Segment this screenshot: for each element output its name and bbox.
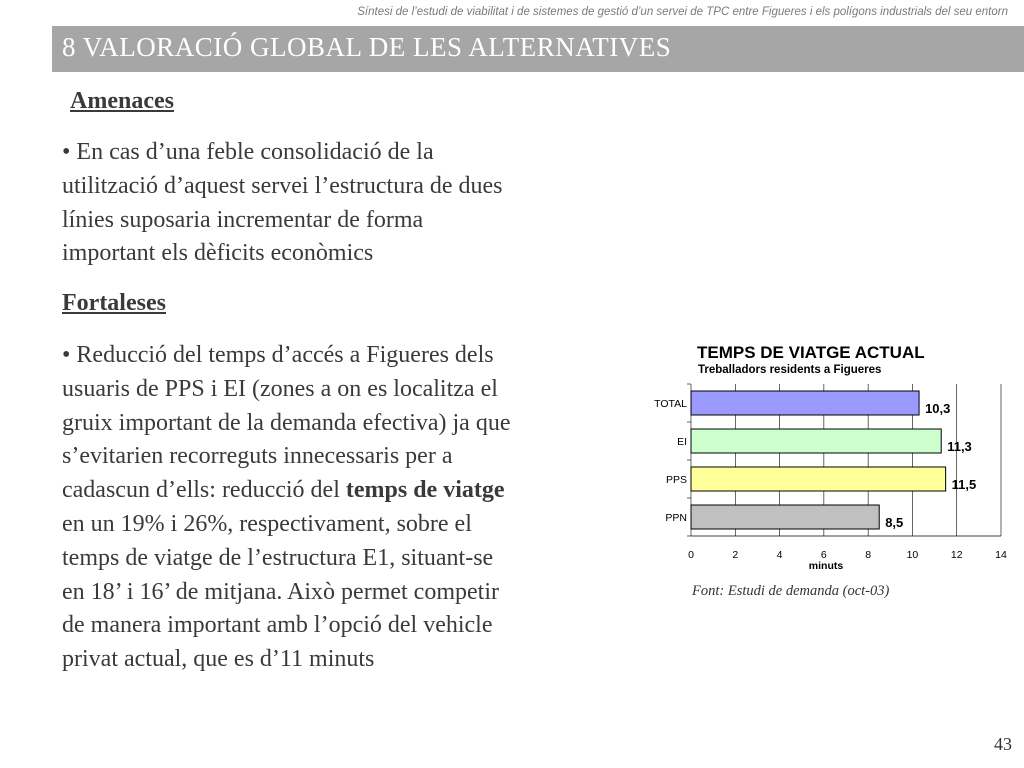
- document-caption: Síntesi de l’estudi de viabilitat i de sistemes de gestió d’un servei de TPC entre Figueres i els polígons industrials del seu entorn: [357, 6, 1008, 18]
- text-fragment: cadascun d’ells: reducció del: [62, 477, 346, 504]
- bar: [691, 467, 946, 491]
- value-label: 10,3: [925, 401, 951, 416]
- title-bar: [52, 26, 1024, 72]
- x-tick-label: 12: [950, 549, 963, 561]
- bar: [691, 429, 941, 453]
- chart-title: TEMPS DE VIATGE ACTUAL: [697, 343, 925, 362]
- bold-phrase: temps de viatge: [345, 477, 505, 504]
- text-line: en un 19% i 26%, respectivament, sobre el: [62, 510, 472, 537]
- x-tick-label: 14: [995, 549, 1007, 561]
- chart-source: Font: Estudi de demanda (oct-03): [692, 583, 890, 599]
- text-line: privat actual, que es d’11 minuts: [62, 646, 375, 673]
- category-label: EI: [677, 436, 687, 448]
- category-label: PPS: [665, 474, 687, 486]
- text-line: [62, 474, 510, 508]
- text-line: línies suposaria incrementar de forma: [62, 206, 424, 233]
- chart-subtitle: Treballadors residents a Figueres: [698, 364, 882, 376]
- bar: [691, 391, 919, 415]
- x-tick-label: 10: [906, 549, 919, 561]
- text-line: en 18’ i 16’ de mitjana. Això permet competir: [62, 578, 499, 605]
- x-axis-label: minuts: [808, 560, 844, 572]
- x-tick-label: 6: [820, 549, 827, 561]
- x-tick-label: 0: [688, 549, 694, 561]
- value-label: 8,5: [885, 515, 904, 530]
- text-line: s’evitarien recorreguts innecessaris per a: [62, 443, 453, 470]
- text-line: important els dèficits econòmics: [62, 240, 374, 267]
- paragraph-fortaleses: [62, 339, 510, 677]
- page-title: 8 VALORACIÓ GLOBAL DE LES ALTERNATIVES: [62, 32, 672, 62]
- heading-amenaces: Amenaces: [70, 88, 174, 114]
- text-line: • En cas d’una feble consolidació de la: [62, 139, 434, 165]
- value-label: 11,5: [951, 477, 977, 492]
- x-tick-label: 4: [776, 549, 783, 561]
- text-line: usuaris de PPS i EI (zones a on es localitza el: [62, 375, 498, 402]
- text-line: gruix important de la demanda efectiva) ja que: [62, 409, 511, 436]
- category-label: TOTAL: [654, 398, 687, 410]
- page-number: 43: [994, 734, 1012, 754]
- text-line: temps de viatge de l’estructura E1, situant-se: [62, 544, 494, 571]
- bar-chart: [640, 378, 1020, 578]
- text-line: utilització d’aquest servei l’estructura de dues: [62, 172, 503, 199]
- category-label: PPN: [665, 512, 687, 524]
- text-line: • Reducció del temps d’accés a Figueres dels: [62, 342, 494, 368]
- x-tick-label: 2: [732, 549, 739, 561]
- paragraph-amenaces: [62, 136, 503, 271]
- text-line: de manera important amb l’opció del vehicle: [62, 612, 493, 639]
- value-label: 11,3: [947, 439, 972, 454]
- x-tick-label: 8: [865, 549, 872, 561]
- bar: [691, 505, 879, 529]
- heading-fortaleses: Fortaleses: [62, 290, 166, 316]
